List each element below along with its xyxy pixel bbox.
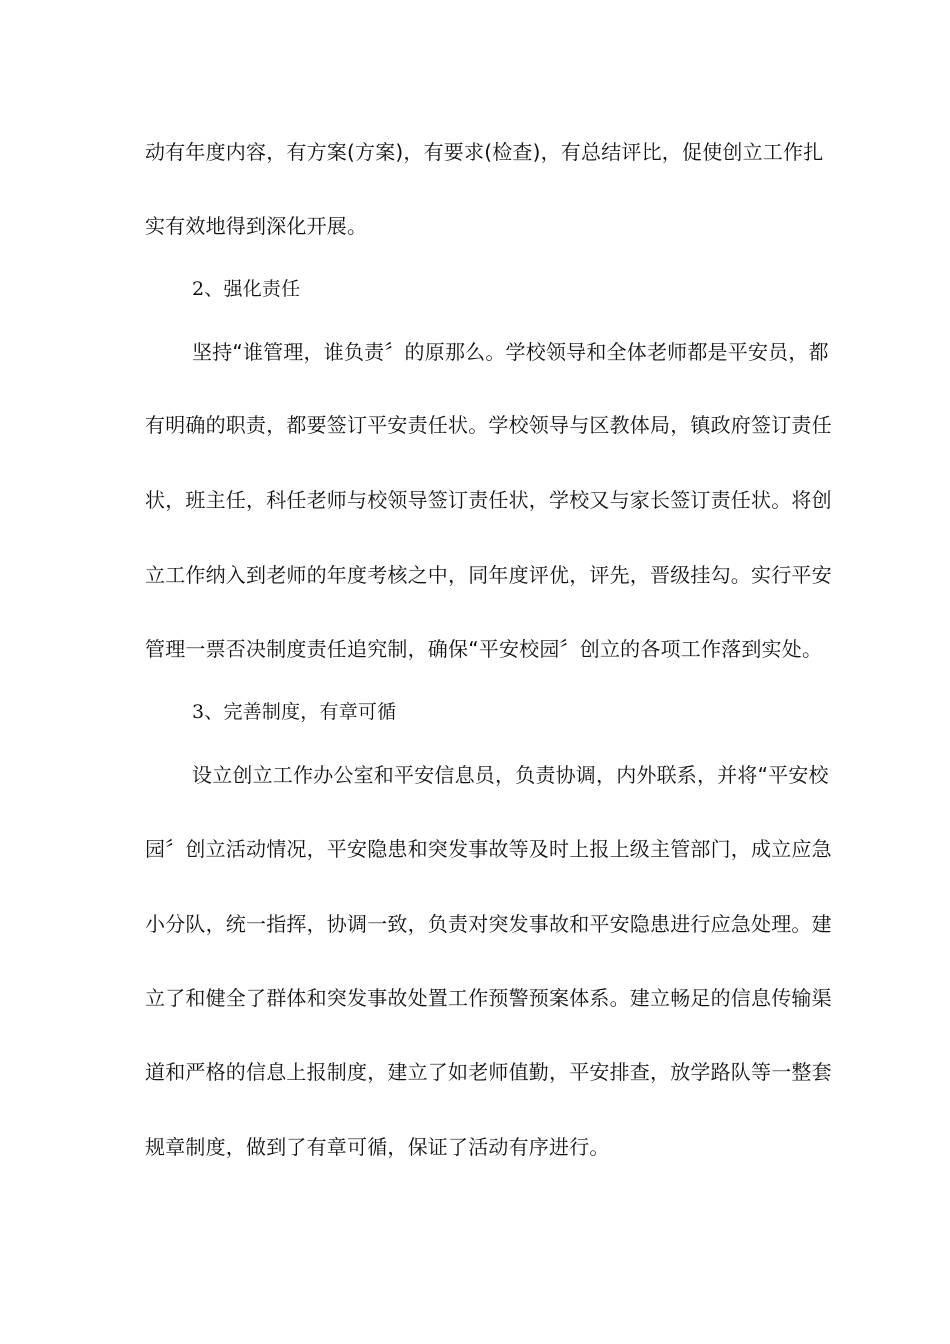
paragraph-line: 园〞创立活动情况，平安隐患和突发事故等及时上报上级主管部门，成立应急 <box>145 837 832 861</box>
paragraph-line: 管理一票否决制度责任追究制，确保“平安校园〞创立的各项工作落到实处。 <box>145 637 823 661</box>
section-heading: 3、完善制度，有章可循 <box>192 701 397 723</box>
paragraph-line: 立工作纳入到老师的年度考核之中，同年度评优，评先，晋级挂勾。实行平安 <box>145 563 832 587</box>
paragraph-line: 有明确的职责，都要签订平安责任状。学校领导与区教体局，镇政府签订责任 <box>145 413 832 437</box>
paragraph-line: 规章制度，做到了有章可循，保证了活动有序进行。 <box>145 1135 610 1159</box>
paragraph-line: 立了和健全了群体和突发事故处置工作预警预案体系。建立畅足的信息传输渠 <box>145 986 832 1010</box>
paragraph-line: 动有年度内容，有方案(方案)，有要求(检查)，有总结评比，促使创立工作扎 <box>145 140 824 164</box>
section-heading: 2、强化责任 <box>192 278 301 300</box>
paragraph-line: 实有效地得到深化开展。 <box>145 214 368 238</box>
paragraph-line: 坚持“谁管理，谁负责〞的原那么。学校领导和全体老师都是平安员，都 <box>192 340 829 364</box>
paragraph-line: 状，班主任，科任老师与校领导签订责任状，学校又与家长签订责任状。将创 <box>145 488 832 512</box>
paragraph-line: 设立创立工作办公室和平安信息员，负责协调，内外联系，并将“平安校 <box>192 763 829 787</box>
paragraph-line: 小分队，统一指挥，协调一致，负责对突发事故和平安隐患进行应急处理。建 <box>145 912 832 936</box>
paragraph-line: 道和严格的信息上报制度，建立了如老师值勤，平安排查，放学路队等一整套 <box>145 1060 832 1084</box>
